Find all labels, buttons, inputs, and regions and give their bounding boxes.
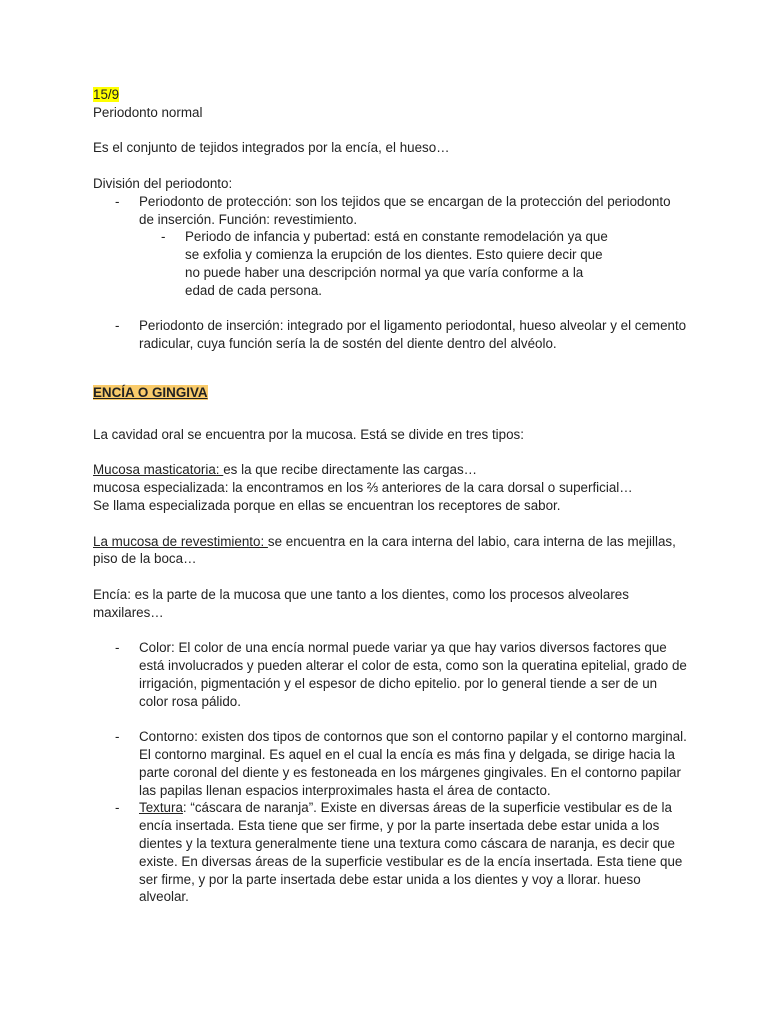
bullet-dash: - (115, 729, 120, 745)
date-highlight: 15/9 (93, 87, 120, 102)
contorno-text: Contorno: existen dos tipos de contornos que son el contorno papilar y el contorno marginal. El contorno marginal. Es aquel en el cual la encía es más fina y delgada, se dirige hacia la parte coronal del diente y es festoneada en los márgenes gingivales. En el contorno papilar las papilas llenan espacios interproximales hasta el área de contacto. (139, 729, 687, 798)
list-item-contorno (93, 728, 689, 799)
sublist-item-infancia (93, 228, 615, 299)
date-line (93, 86, 689, 104)
list-item-insercion (93, 317, 689, 353)
textura-paragraph (139, 799, 689, 906)
gingiva-heading (93, 384, 689, 402)
bullet-dash: - (115, 640, 120, 656)
bullet-dash: - (115, 318, 120, 334)
color-text: Color: El color de una encía normal puede variar ya que hay varios diversos factores que está involucrados y pueden alterar el color de esta, como son la queratina epitelial, grado de irrigación, pigmentación y el espesor de dicho epitelio. por lo general tiende a ser de un color rosa pálido. (139, 640, 687, 709)
especializada-line-1: mucosa especializada: la encontramos en los ⅔ anteriores de la cara dorsal o superficial… (93, 480, 633, 496)
gingiva-heading-highlight: ENCÍA O GINGIVA (93, 384, 208, 400)
textura-text: : “cáscara de naranja”. Existe en diversas áreas de la superficie vestibular es de la encía insertada. Esta tiene que ser firme, y por la parte insertada debe estar unida a los dientes y la textura generalmente tiene una textura como cáscara de naranja, es decir que existe. En diversas áreas de la superficie vestibular es de la encía insertada. Esta tiene que ser firme, y por la parte insertada debe estar unida a los dientes y voy a llorar. hueso alveolar. (139, 800, 683, 905)
list-item-proteccion (93, 193, 689, 229)
document-title: Periodonto normal (93, 104, 203, 120)
intro-paragraph: Es el conjunto de tejidos integrados por la encía, el hueso… (93, 140, 450, 156)
insercion-text: Periodonto de inserción: integrado por el ligamento periodontal, hueso alveolar y el cemento radicular, cuya función sería la de sostén del diente dentro del alvéolo. (139, 318, 687, 352)
bullet-dash: - (115, 193, 120, 209)
encia-definition: Encía: es la parte de la mucosa que une tanto a los dientes, como los procesos alveolares maxilares… (93, 586, 629, 620)
textura-label: Textura (139, 800, 183, 816)
especializada-line-2: Se llama especializada porque en ellas se encuentran los receptores de sabor. (93, 497, 561, 513)
bullet-dash: - (161, 229, 166, 245)
list-item-textura (93, 799, 689, 906)
list-item-color (93, 639, 689, 710)
infancia-text: Periodo de infancia y pubertad: está en constante remodelación ya que se exfolia y comienza la erupción de los dientes. Esto quiere decir que no puede haber una descripción normal ya que varía conforme a la edad de cada persona. (185, 229, 608, 298)
revestimiento-paragraph (93, 533, 689, 569)
proteccion-text: Periodonto de protección: son los tejidos que se encargan de la protección del periodonto de inserción. Función: revestimiento. (139, 193, 671, 227)
gingiva-intro: La cavidad oral se encuentra por la mucosa. Está se divide en tres tipos: (93, 426, 524, 442)
division-heading: División del periodonto: (93, 175, 233, 191)
document-page (93, 86, 689, 906)
revestimiento-text: se encuentra en la cara interna del labio, cara interna de las mejillas, piso de la boca… (93, 533, 676, 567)
revestimiento-label: La mucosa de revestimiento: (93, 533, 268, 549)
masticatoria-text: es la que recibe directamente las cargas… (223, 462, 478, 478)
bullet-dash: - (115, 800, 120, 816)
masticatoria-label: Mucosa masticatoria: (93, 462, 224, 478)
masticatoria-paragraph (93, 461, 689, 479)
